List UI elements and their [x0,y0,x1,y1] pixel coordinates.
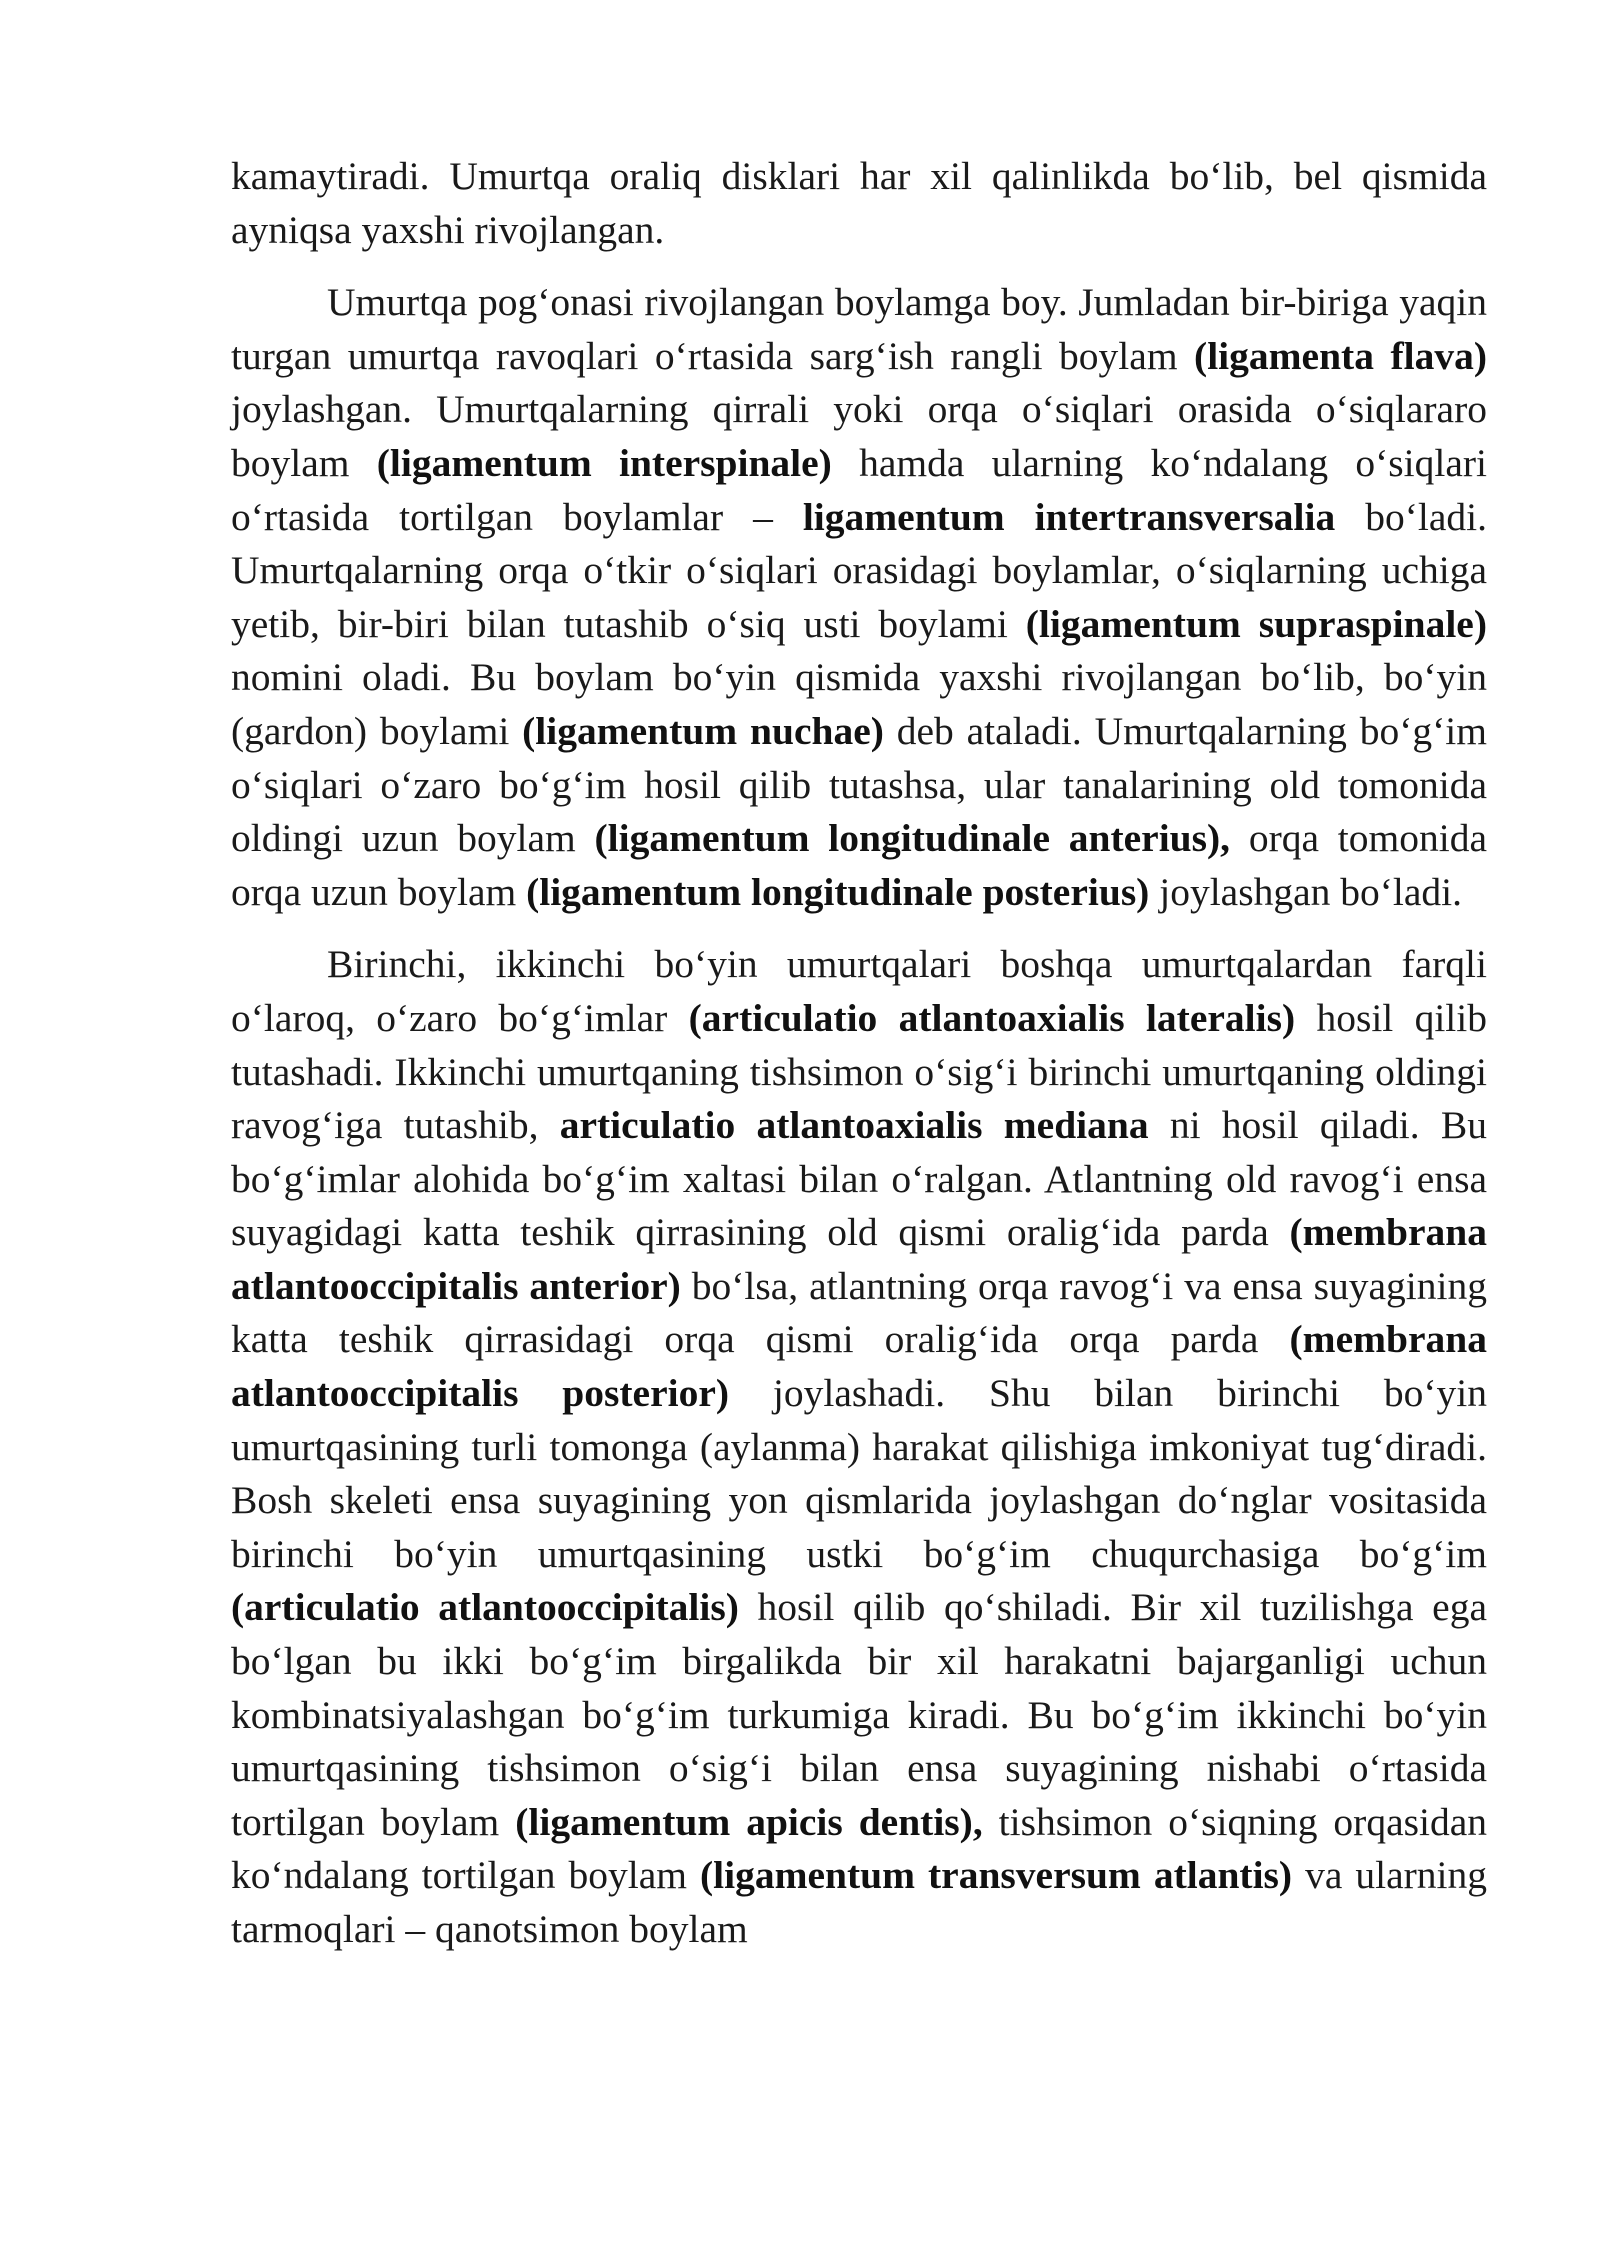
text-run: bo‘ladi. Umurtqalarning orqa o‘tkir o‘siqlari orasidagi boylamlar, o‘siqlarning uchiga yetib, bir-biri bilan tutashib o‘siq usti boylami [231,494,1488,646]
text-run: joylashgan. Umurtqalarning qirrali yoki orqa o‘siqlari orasida o‘siqlararo boylam [231,387,1487,485]
text-run: orqa tomonida orqa uzun boylam [231,816,1487,914]
latin-term: (ligamentum supraspinale) [1025,601,1487,646]
latin-term: (ligamentum longitudinale posterius) [526,869,1150,914]
text-run: kamaytiradi. Umurtqa oraliq disklari har xil qalinlikda bo‘lib, bel qismida ayniqsa yaxshi rivojlangan. [231,154,1487,252]
latin-term: (membrana atlantooccipitalis posterior) [231,1317,1487,1416]
latin-term: (ligamenta flava) [1194,333,1487,378]
paragraph-3 [231,938,1487,1956]
paragraph-2 [231,276,1487,919]
text-run: deb ataladi. Umurtqalarning bo‘g‘im o‘siqlari o‘zaro bo‘g‘im hosil qilib tutashsa, ular tanalarining old tomonida oldingi uzun boylam [231,708,1487,861]
latin-term: (articulatio atlantoaxialis lateralis) [688,995,1296,1040]
latin-term: (membrana atlantooccipitalis anterior) [231,1210,1487,1308]
latin-term: (ligamentum interspinale) [376,440,832,485]
text-run: ni hosil qiladi. Bu bo‘g‘imlar alohida bo‘g‘im xaltasi bilan o‘ralgan. Atlantning old ravog‘i ensa suyagidagi katta teshik qirrasining old qismi oralig‘ida parda [231,1103,1487,1255]
latin-term: ligamentum intertransversalia [802,494,1336,539]
latin-term: (ligamentum longitudinale anterius), [594,816,1231,861]
text-run: va ularning tarmoqlari – qanotsimon boylam [231,1853,1487,1951]
latin-term: (ligamentum apicis dentis), [515,1799,983,1844]
latin-term: articulatio atlantoaxialis mediana [559,1103,1149,1148]
document-page [231,150,1487,1976]
text-run: joylashgan bo‘ladi. [1149,869,1462,914]
text-run: Birinchi, ikkinchi bo‘yin umurtqalari boshqa umurtqalardan farqli o‘laroq, o‘zaro bo‘g‘imlar [231,942,1487,1040]
latin-term: (articulatio atlantooccipitalis) [231,1585,739,1630]
text-run: hosil qilib tutashadi. Ikkinchi umurtqaning tishsimon o‘sig‘i birinchi umurtqaning oldingi ravog‘iga tutashib, [231,995,1487,1148]
latin-term: (ligamentum nuchae) [522,708,884,753]
text-run: bo‘lsa, atlantning orqa ravog‘i va ensa suyagining katta teshik qirrasidagi orqa qismi oralig‘ida orqa parda [231,1263,1487,1362]
text-run: joylashadi. Shu bilan birinchi bo‘yin umurtqasining turli tomonga (aylanma) harakat qilishiga imkoniyat tug‘diradi. Bosh skeleti ensa suyagining yon qismlarida joylashgan do‘nglar vositasida birinchi bo‘yin umurtqasining ustki bo‘g‘im chuqurchasiga bo‘g‘im [231,1371,1487,1576]
text-run: nomini oladi. Bu boylam bo‘yin qismida yaxshi rivojlangan bo‘lib, bo‘yin (gardon) boylami [231,655,1487,753]
text-run: tishsimon o‘siqning orqasidan ko‘ndalang tortilgan boylam [231,1799,1487,1898]
text-run: Umurtqa pog‘onasi rivojlangan boylamga boy. Jumladan bir-biriga yaqin turgan umurtqa ravoqlari o‘rtasida sarg‘ish rangli boylam [231,280,1487,378]
paragraph-1 [231,150,1487,257]
text-run: hamda ularning ko‘ndalang o‘siqlari o‘rtasida tortilgan boylamlar – [231,440,1488,539]
text-run: hosil qilib qo‘shiladi. Bir xil tuzilishga ega bo‘lgan bu ikki bo‘g‘im birgalikda bir xil harakatni bajarganligi uchun kombinatsiyalashgan bo‘g‘im turkumiga kiradi. Bu bo‘g‘im ikkinchi bo‘yin umurtqasining tishsimon o‘sig‘i bilan ensa suyagining nishabi o‘rtasida tortilgan boylam [231,1585,1487,1844]
latin-term: (ligamentum transversum atlantis) [699,1853,1293,1898]
